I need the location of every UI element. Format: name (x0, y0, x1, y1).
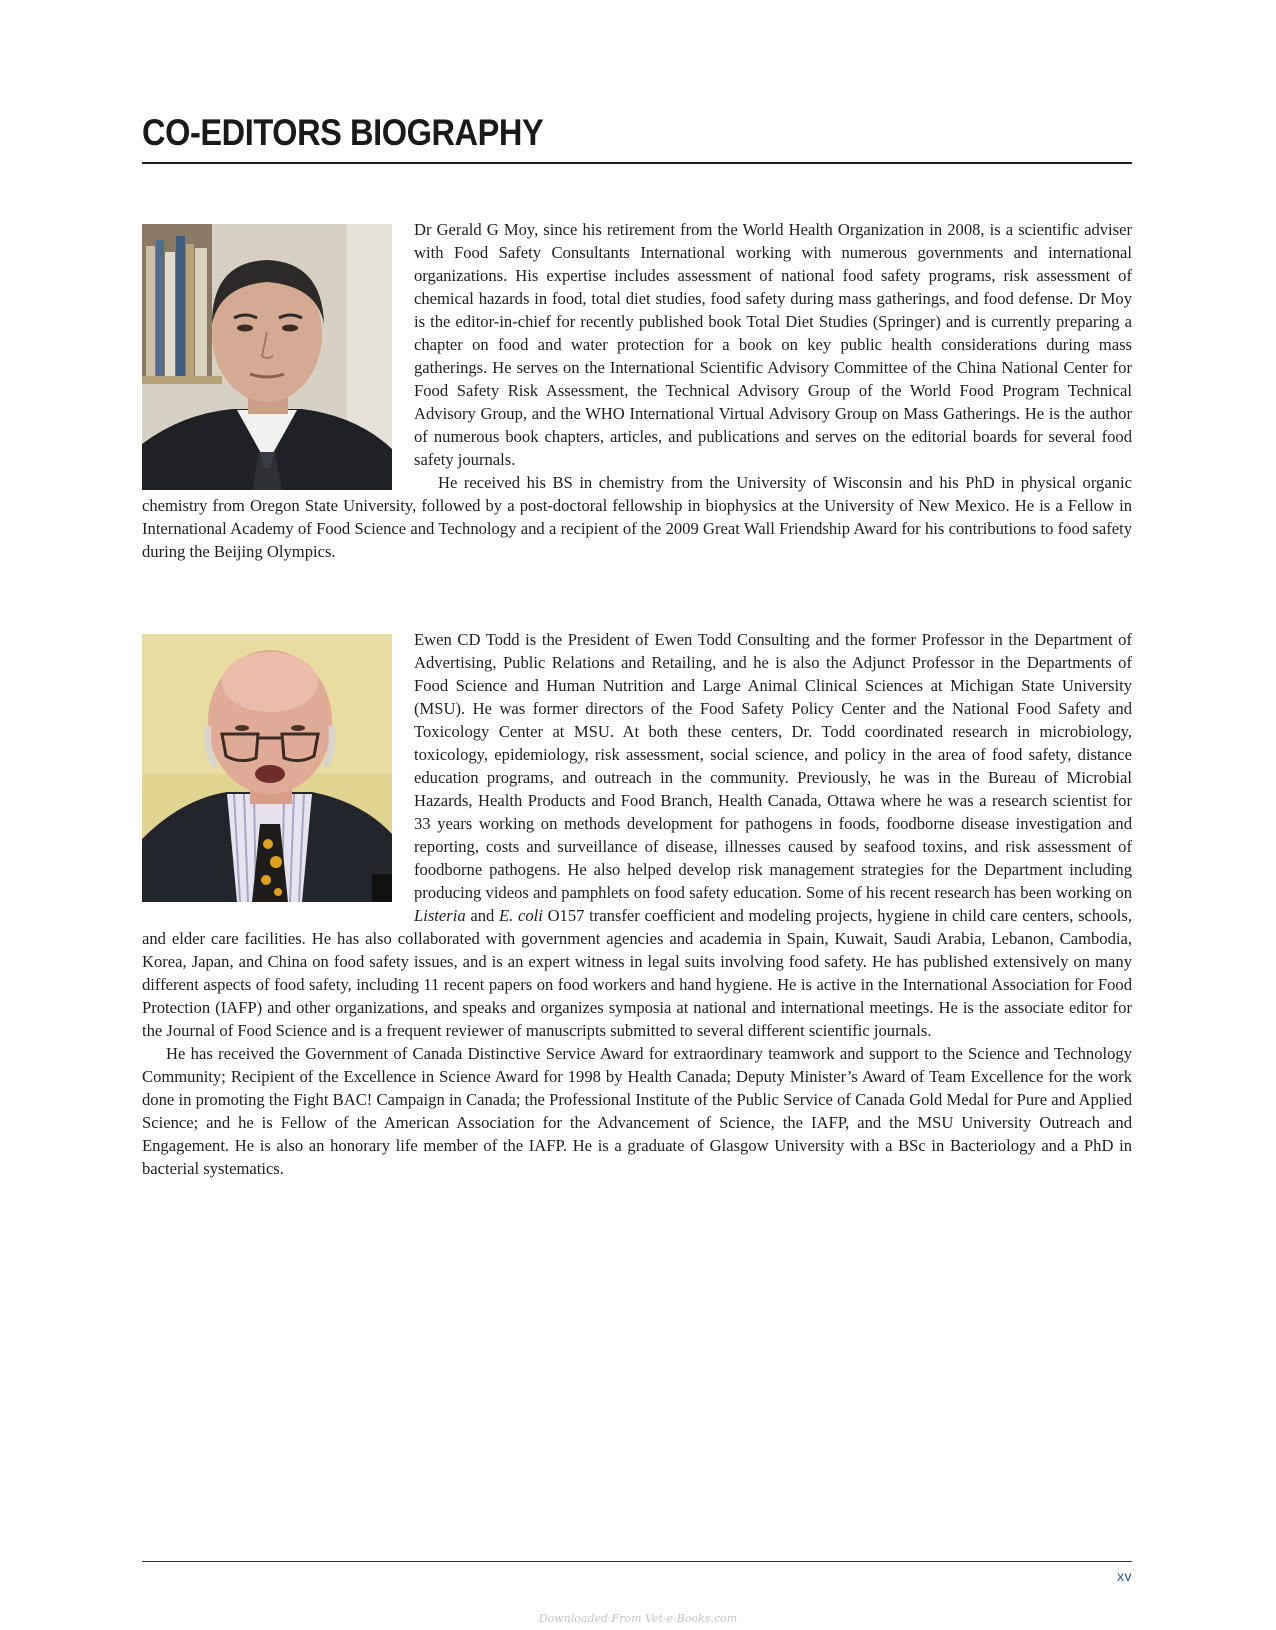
bio-todd-text-b: O157 transfer coefficient and modeling projects, hygiene in child care centers, schools, and elder care facilities. He has also collaborated with government agencies and academia in Spain, Kuwait, Saudi Arabia, Lebanon, Cambodia, Korea, Japan, and China on food safety issues, and is an expert witness in legal suits involving food safety. He has published extensively on many different aspects of food safety, including 11 recent papers on food workers and hand hygiene. He is active in the International Association for Food Protection (IAFP) and other organizations, and speaks and organizes symposia at national and international meetings. He is the associate editor for the Journal of Food Science and is a frequent reviewer of manuscripts submitted to several different scientific journals. (142, 906, 1132, 1040)
page-title: CO-EDITORS BIOGRAPHY (142, 112, 544, 153)
portrait-moy-image (142, 224, 392, 490)
title-divider (142, 162, 1132, 164)
portrait-todd-image (142, 634, 392, 902)
bio-moy-paragraph-2: He received his BS in chemistry from the University of Wisconsin and his PhD in physical organic chemistry from Oregon State University, followed by a post-doctoral fellowship in biophysics at the University of New Mexico. He is a Fellow in International Academy of Food Science and Technology and a recipient of the 2009 Great Wall Friendship Award for his contributions to food safety during the Beijing Olympics. (142, 473, 1132, 561)
bio-gerald-moy (142, 218, 1132, 563)
portrait-photo-moy (142, 224, 392, 490)
bio-ewen-todd (142, 628, 1132, 1180)
portrait-photo-todd (142, 634, 392, 902)
bio-todd-listeria: Listeria (414, 906, 466, 925)
bio-todd-ecoli: E. coli (499, 906, 543, 925)
download-watermark: Downloaded From Vet-e-Books.com (538, 1612, 738, 1625)
bio-todd-text-a: Ewen CD Todd is the President of Ewen Todd Consulting and the former Professor in the Department of Advertising, Public Relations and Retailing, and he is also the Adjunct Professor in the Departments of Food Science and Human Nutrition and Large Animal Clinical Sciences at Michigan State University (MSU). He was former directors of the Food Safety Policy Center and the National Food Safety and Toxicology Center at MSU. At both these centers, Dr. Todd coordinated research in microbiology, toxicology, epidemiology, risk assessment, social science, and policy in the area of food safety, distance education programs, and outreach in the community. Previously, he was in the Bureau of Microbial Hazards, Health Products and Food Branch, Health Canada, Ottawa where he was a research scientist for 33 years working on methods development for pathogens in foods, foodborne disease investigation and reporting, costs and surveillance of disease, illnesses caused by seafood toxins, and risk assessment of foodborne pathogens. He also helped develop risk management strategies for the Department including producing videos and pamphlets on food safety education. Some of his recent research has been working on (414, 630, 1132, 902)
bio-moy-paragraph-1: Dr Gerald G Moy, since his retirement from the World Health Organization in 2008, is a scientific adviser with Food Safety Consultants International working with numerous governments and international organizations. His expertise includes assessment of national food safety programs, risk assessment of chemical hazards in food, total diet studies, food safety during mass gatherings, and food defense. Dr Moy is the editor-in-chief for recently published book Total Diet Studies (Springer) and is currently preparing a chapter on food and water protection for a book on key public health considerations during mass gatherings. He serves on the International Scientific Advisory Committee of the China National Center for Food Safety Risk Assessment, the Technical Advisory Group of the World Food Program Technical Advisory Group, and the WHO International Virtual Advisory Group on Mass Gatherings. He is the author of numerous book chapters, articles, and publications and serves on the editorial boards for several food safety journals. (414, 220, 1132, 469)
bio-todd-paragraph-2: He has received the Government of Canada Distinctive Service Award for extraordinary teamwork and support to the Science and Technology Community; Recipient of the Excellence in Science Award for 1998 by Health Canada; Deputy Minister’s Award of Team Excellence for the work done in promoting the Fight BAC! Campaign in Canada; the Professional Institute of the Public Service of Canada Gold Medal for Pure and Applied Science; and he is Fellow of the American Association for the Advancement of Science, the IAFP, and the MSU University Outreach and Engagement. He is also an honorary life member of the IAFP. He is a graduate of Glasgow University with a BSc in Bacteriology and a PhD in bacterial systematics. (142, 1044, 1132, 1178)
bio-todd-text-and: and (465, 906, 499, 925)
page-number: xv (1117, 1568, 1132, 1584)
footer-divider (142, 1561, 1132, 1562)
